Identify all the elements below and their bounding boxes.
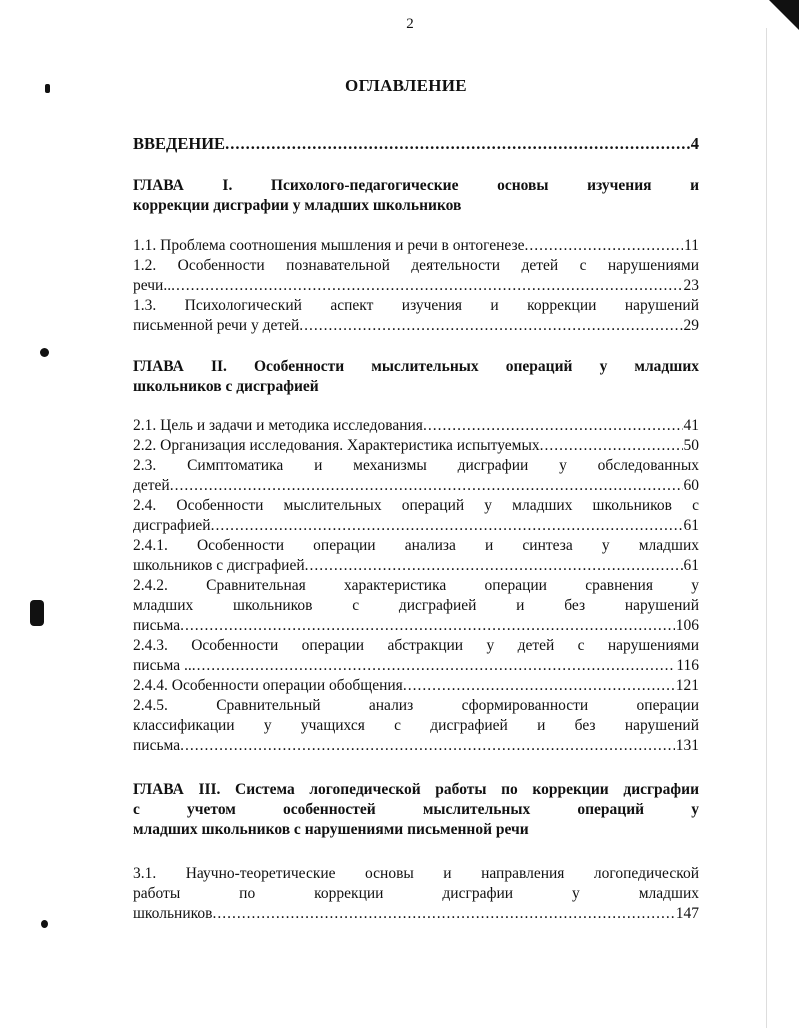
toc-entry-continuation[interactable] — [133, 516, 699, 536]
toc-entry[interactable]: 2.4.1. Особенности операции анализа и синтеза у младших — [133, 537, 699, 554]
dot-leader — [180, 616, 675, 636]
word: II. — [210, 358, 227, 375]
toc-entry-label: дисграфией — [133, 517, 211, 534]
toc-entry-label: школьников — [133, 905, 213, 922]
toc-entry[interactable]: 1.2. Особенности познавательной деятельности детей с нарушениями — [133, 257, 699, 274]
dot-leader — [170, 476, 683, 496]
toc-entry[interactable]: 3.1. Научно-теоретические основы и направления логопедической — [133, 865, 699, 882]
toc-page-number: 29 — [683, 317, 699, 334]
toc-entry-label: письменной речи у детей — [133, 317, 300, 334]
toc-entry-label: детей — [133, 477, 170, 494]
toc-entry-label: ВВЕДЕНИЕ — [133, 134, 226, 153]
toc-entry-label: 1.1. Проблема соотношения мышления и речи в онтогенезе — [133, 237, 525, 254]
toc-entry-label: 2.1. Цель и задачи и методика исследования — [133, 417, 423, 434]
toc-entry[interactable]: 2.4.5. Сравнительный анализ сформированности операции — [133, 697, 699, 714]
scan-mark — [41, 920, 48, 928]
toc-entry-label: письма — [133, 737, 181, 754]
dot-leader — [192, 656, 676, 676]
toc-page-number: 41 — [683, 417, 699, 434]
scan-mark — [45, 84, 50, 93]
chapter-heading-line[interactable] — [133, 357, 699, 377]
toc-entry[interactable]: 2.4.3. Особенности операции абстракции у детей с нарушениями — [133, 637, 699, 654]
toc-entry[interactable]: 2.4.2. Сравнительная характеристика операции сравнения у — [133, 577, 699, 594]
toc-chapter-2-items — [133, 416, 699, 756]
toc-entry-continuation[interactable] — [133, 736, 699, 756]
toc-page-number: 121 — [675, 677, 699, 694]
page-edge-shadow — [766, 28, 767, 1028]
word: ГЛАВА — [133, 358, 184, 375]
toc-entry-label: школьников с дисграфией — [133, 557, 305, 574]
word: младших — [634, 358, 699, 375]
toc-entry-intro[interactable] — [133, 134, 699, 154]
toc-entry[interactable] — [133, 236, 699, 256]
word: I. — [222, 177, 233, 194]
dot-leader — [212, 904, 674, 924]
toc-page-number: 116 — [676, 657, 699, 674]
folded-corner — [769, 0, 799, 30]
word: мыслительных — [371, 358, 479, 375]
toc-page-number: 50 — [683, 437, 699, 454]
scan-mark — [40, 348, 49, 357]
toc-entry[interactable] — [133, 676, 699, 696]
dot-leader — [299, 316, 682, 336]
toc-entry-continuation[interactable]: классификации у учащихся с дисграфией и без нарушений — [133, 717, 699, 734]
word: операций — [505, 358, 573, 375]
toc-page-number: 106 — [675, 617, 699, 634]
toc-entry-continuation[interactable] — [133, 904, 699, 924]
word: и — [690, 177, 699, 194]
dot-leader — [180, 736, 675, 756]
toc-page-number: 23 — [683, 277, 699, 294]
dot-leader — [211, 516, 683, 536]
toc-page-number: 131 — [675, 737, 699, 754]
toc-entry-label: речи.. — [133, 277, 172, 294]
toc-entry-label: письма .. — [133, 657, 192, 674]
toc-entry[interactable]: 1.3. Психологический аспект изучения и коррекции нарушений — [133, 297, 699, 314]
toc-chapter-1-items — [133, 236, 699, 336]
toc-chapter-2 — [133, 357, 699, 397]
toc-page-number: 61 — [683, 517, 699, 534]
word: Психолого-педагогические — [270, 177, 459, 194]
chapter-heading-line: школьников с дисграфией — [133, 378, 319, 395]
toc-entry-continuation[interactable] — [133, 656, 699, 676]
toc-entry-label: 2.2. Организация исследования. Характеристика испытуемых — [133, 437, 540, 454]
dot-leader — [525, 236, 684, 256]
chapter-heading-line: младших школьников с нарушениями письменной речи — [133, 821, 529, 838]
scan-mark — [30, 600, 44, 626]
word: у — [599, 358, 608, 375]
toc-page-number: 61 — [683, 557, 699, 574]
chapter-heading-line: коррекции дисграфии у младших школьников — [133, 197, 462, 214]
toc-entry-continuation[interactable]: младших школьников с дисграфией и без нарушений — [133, 597, 699, 614]
toc-entry[interactable] — [133, 436, 699, 456]
dot-leader — [423, 416, 683, 436]
page-number: 2 — [406, 16, 414, 32]
dot-leader — [225, 134, 690, 154]
word: основы — [497, 177, 549, 194]
chapter-heading-line[interactable] — [133, 176, 699, 196]
toc-entry-continuation[interactable] — [133, 276, 699, 296]
word: ГЛАВА — [133, 177, 184, 194]
toc-entry-label: письма — [133, 617, 181, 634]
toc-page-number: 147 — [675, 905, 699, 922]
toc-entry[interactable] — [133, 416, 699, 436]
toc-entry-continuation[interactable] — [133, 616, 699, 636]
chapter-heading-line[interactable]: с учетом особенностей мыслительных операций у — [133, 801, 699, 818]
toc-entry[interactable]: 2.3. Симптоматика и механизмы дисграфии у обследованных — [133, 457, 699, 474]
page-title: ОГЛАВЛЕНИЕ — [345, 76, 467, 95]
toc-entry-continuation[interactable] — [133, 316, 699, 336]
toc-intro — [133, 134, 699, 154]
toc-entry-continuation[interactable] — [133, 476, 699, 496]
dot-leader — [171, 276, 682, 296]
toc-chapter-1 — [133, 176, 699, 216]
toc-page-number: 4 — [690, 134, 699, 153]
toc-chapter-3-items — [133, 864, 699, 924]
toc-entry-label: 2.4.4. Особенности операции обобщения — [133, 677, 403, 694]
toc-page-number: 60 — [683, 477, 699, 494]
toc-chapter-3 — [133, 780, 699, 840]
toc-page-number: 11 — [684, 237, 699, 254]
toc-entry[interactable]: 2.4. Особенности мыслительных операций у младших школьников с — [133, 497, 699, 514]
dot-leader — [540, 436, 683, 456]
dot-leader — [403, 676, 675, 696]
toc-entry-continuation[interactable] — [133, 556, 699, 576]
toc-entry-continuation[interactable]: работы по коррекции дисграфии у младших — [133, 885, 699, 902]
chapter-heading-line[interactable]: ГЛАВА III. Система логопедической работы по коррекции дисграфии — [133, 781, 699, 798]
word: Особенности — [254, 358, 345, 375]
dot-leader — [305, 556, 683, 576]
word: изучения — [587, 177, 652, 194]
